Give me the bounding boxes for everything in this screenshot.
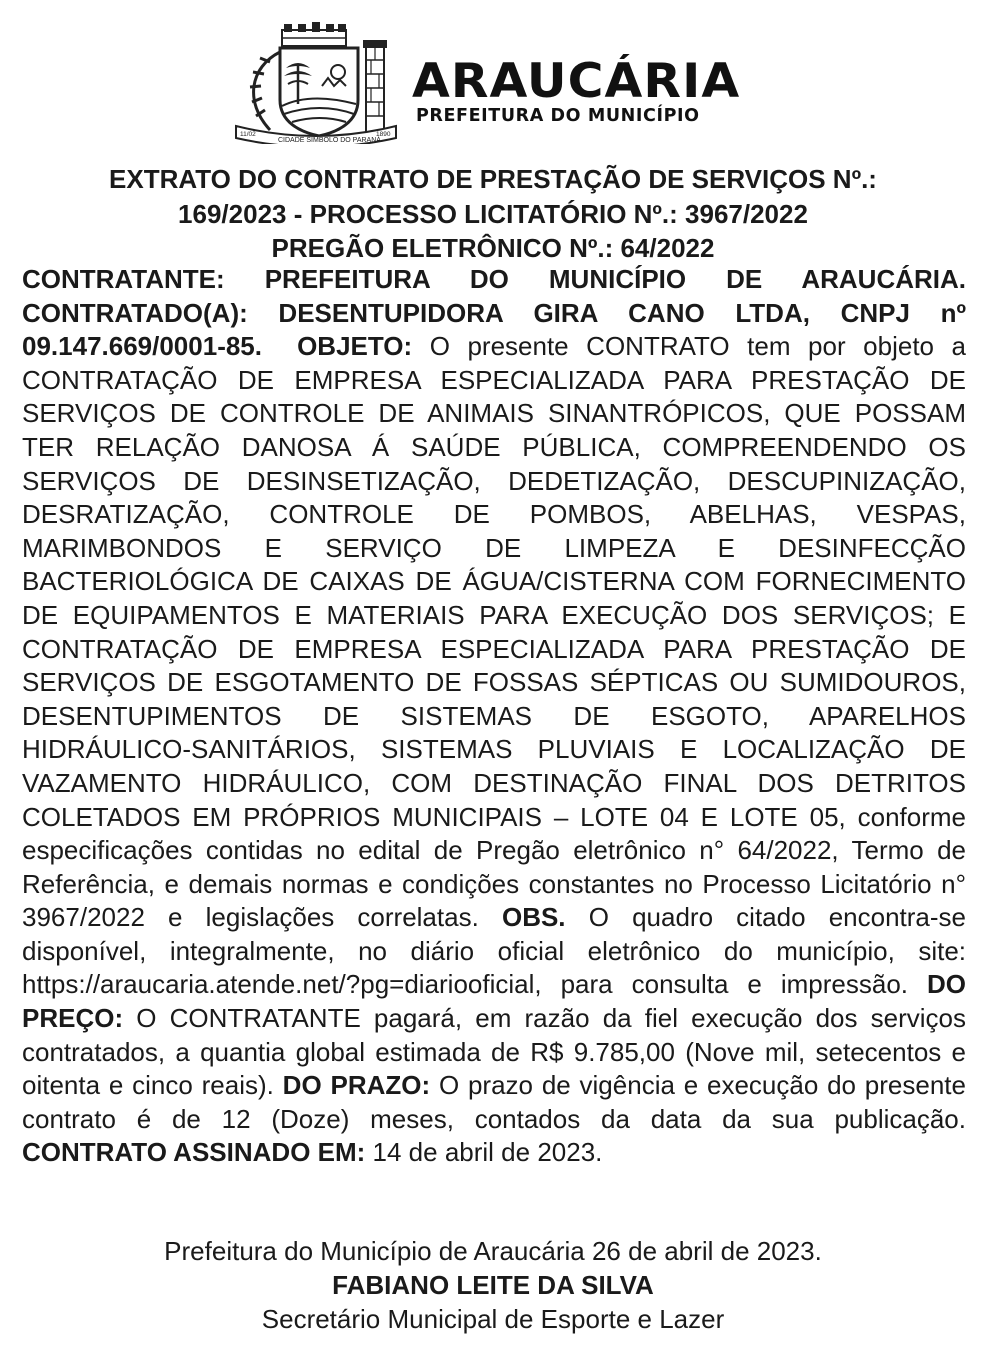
prazo-text: O prazo de vigência e execução do presente contrato é de 12 (Doze) meses, contados da data da sua publicação.: [22, 1070, 966, 1134]
brand-subtitle: PREFEITURA DO MUNICÍPIO: [416, 106, 700, 126]
contratante-line: CONTRATANTE: PREFEITURA DO MUNICÍPIO DE ARAUCÁRIA.: [22, 264, 966, 294]
title-line-3: PREGÃO ELETRÔNICO Nº.: 64/2022: [271, 233, 715, 263]
signature-block: [20, 1234, 966, 1336]
obs-label: OBS.: [501, 902, 566, 933]
assinado-text: 14 de abril de 2023.: [372, 1137, 603, 1168]
document-title: [20, 162, 966, 266]
ribbon-year: 1890: [376, 131, 391, 138]
signer-role: Secretário Municipal de Esporte e Lazer: [261, 1304, 725, 1334]
place-date: Prefeitura do Município de Araucária 26 de abril de 2023.: [164, 1236, 822, 1266]
prazo-label: DO PRAZO:: [282, 1070, 431, 1101]
title-line-1: EXTRATO DO CONTRATO DE PRESTAÇÃO DE SERVIÇOS Nº.:: [109, 164, 877, 194]
contratado-line: CONTRATADO(A): DESENTUPIDORA GIRA CANO LTDA, CNPJ nº 09.147.669/0001-85.: [22, 297, 966, 362]
contract-body: [22, 263, 966, 1170]
assinado-label: CONTRATO ASSINADO EM:: [22, 1137, 366, 1168]
obs-text: O quadro citado encontra-se disponível, integralmente, no diário oficial eletrônico do município, site: https://araucaria.atende.net/?pg=diariooficial, para consulta e impressão.: [22, 902, 966, 1000]
araucaria-coat-of-arms-icon: [230, 22, 402, 144]
objeto-text: O presente CONTRATO tem por objeto a CONTRATAÇÃO DE EMPRESA ESPECIALIZADA PARA PRESTAÇÃO DE SERVIÇOS DE CONTROLE DE ANIMAIS SINANTRÓPICOS, QUE POSSAM TER RELAÇÃO DANOSA Á SAÚDE PÚBLICA, COMPREENDENDO OS SERVIÇOS DE DESINSETIZAÇÃO, DEDETIZAÇÃO, DESCUPINIZAÇÃO, DESRATIZAÇÃO, CONTROLE DE POMBOS, ABELHAS, VESPAS, MARIMBONDOS E SERVIÇO DE LIMPEZA E DESINFECÇÃO BACTERIOLÓGICA DE CAIXAS DE ÁGUA/CISTERNA COM FORNECIMENTO DE EQUIPAMENTOS E MATERIAIS PARA EXECUÇÃO DOS SERVIÇOS; E CONTRATAÇÃO DE EMPRESA ESPECIALIZADA PARA PRESTAÇÃO DE SERVIÇOS DE ESGOTAMENTO DE FOSSAS SÉPTICAS OU SUMIDOUROS, DESENTUPIMENTOS DE SISTEMAS DE ESGOTO, APARELHOS HIDRÁULICO-SANITÁRIOS, SISTEMAS PLUVIAIS E LOCALIZAÇÃO DE VAZAMENTO HIDRÁULICO, COM DESTINAÇÃO FINAL DOS DETRITOS COLETADOS EM PRÓPRIOS MUNICIPAIS – LOTE 04 E LOTE 05, conforme especificações contidas no edital de Pregão eletrônico n° 64/2022, Termo de Referência, e demais normas e condições constantes no Processo Licitatório n° 3967/2022 e legislações correlatas.: [22, 331, 966, 933]
preco-text: O CONTRATANTE pagará, em razão da fiel execução dos serviços contratados, a quantia global estimada de R$ 9.785,00 (Nove mil, setecentos e oitenta e cinco reais).: [22, 1003, 966, 1101]
title-line-2: 169/2023 - PROCESSO LICITATÓRIO Nº.: 3967/2022: [178, 198, 808, 229]
preco-label: DO PREÇO:: [22, 969, 966, 1034]
ribbon-date: 11/02: [240, 131, 256, 138]
document-header: [0, 22, 992, 150]
brand-block: [412, 54, 772, 126]
objeto-label: OBJETO:: [297, 331, 413, 362]
brand-name: ARAUCÁRIA: [412, 54, 741, 109]
ribbon-motto: CIDADE SÍMBOLO DO PARANÁ: [278, 137, 381, 144]
signer-name: FABIANO LEITE DA SILVA: [332, 1270, 654, 1300]
